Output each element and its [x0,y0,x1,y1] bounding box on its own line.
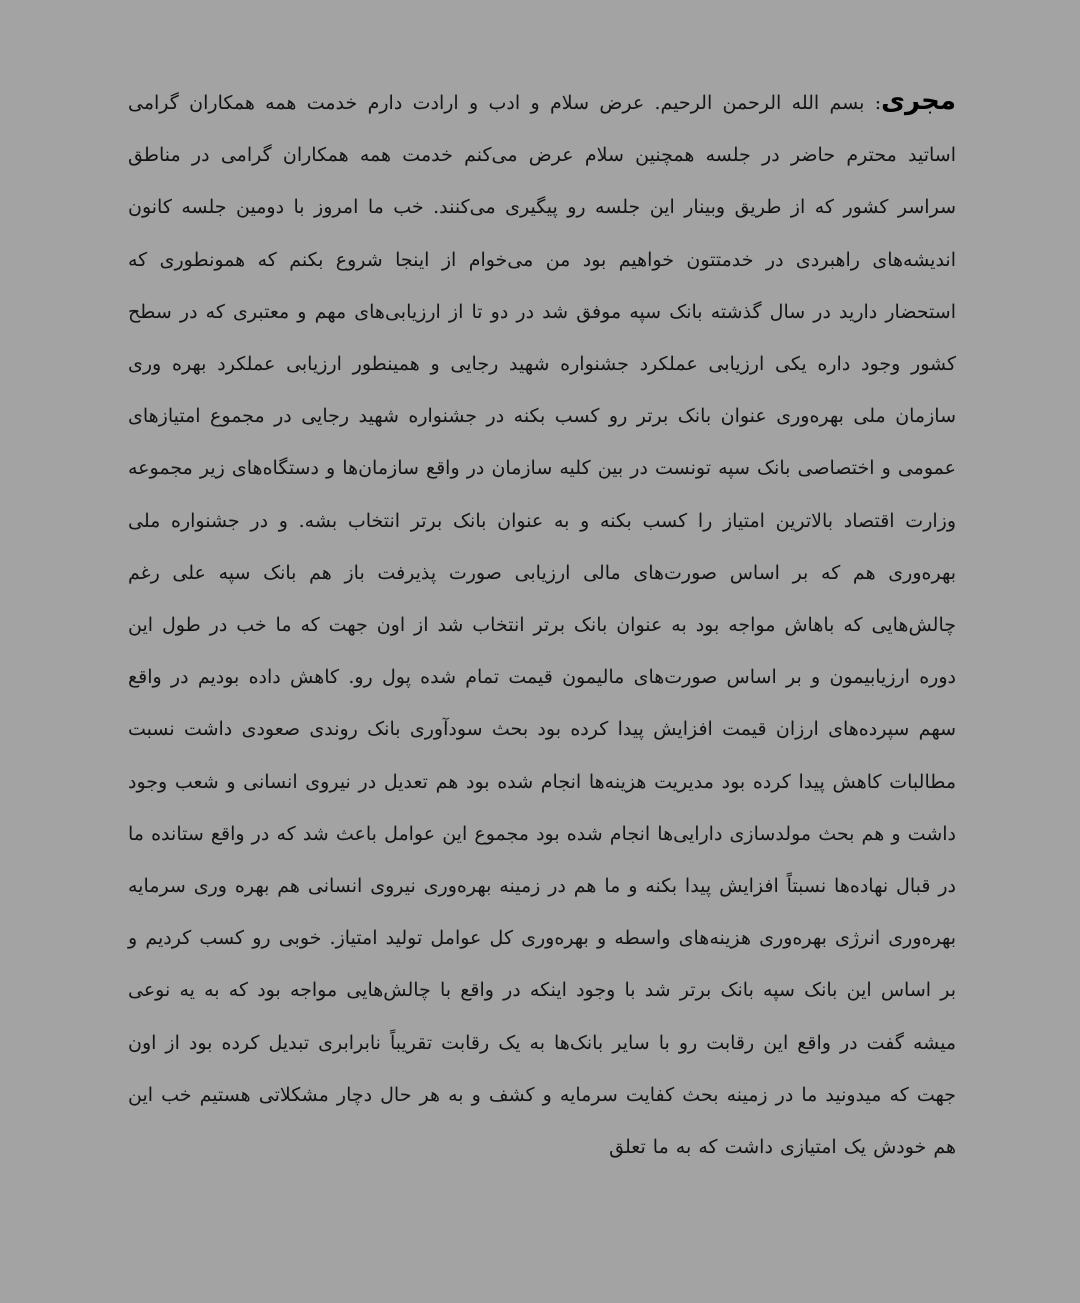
transcript-body: بسم الله الرحمن الرحیم. عرض سلام و ادب و ارادت دارم خدمت همه همکاران گرامی اساتید محترم حاضر در جلسه همچنین سلام عرض می‌کنم خدمت همه همکاران گرامی در مناطق سراسر کشور که از طریق وبینار این جلسه رو پیگیری می‌کنند. خب ما امروز با دومین جلسه کانون اندیشه‌های راهبردی در خدمتتون خواهیم بود من می‌خوام از اینجا شروع بکنم که همونطوری که استحضار دارید در سال گذشته بانک سپه موفق شد در دو تا از ارزیابی‌های مهم و معتبری که در سطح کشور وجود داره یکی ارزیابی عملکرد جشنواره شهید رجایی و همینطور ارزیابی عملکرد بهره وری سازمان ملی بهره‌وری عنوان بانک برتر رو کسب بکنه در جشنواره شهید رجایی در مجموع امتیازهای عمومی و اختصاصی بانک سپه تونست در بین کلیه سازمان در واقع سازمان‌ها و دستگاه‌های زیر مجموعه وزارت اقتصاد بالاترین امتیاز را کسب بکنه و به عنوان بانک برتر انتخاب بشه. و در جشنواره ملی بهره‌وری هم که بر اساس صورت‌های مالی ارزیابی صورت پذیرفت باز هم بانک سپه علی رغم چالش‌هایی که باهاش مواجه بود به عنوان بانک برتر انتخاب شد از اون جهت که ما خب در طول این دوره ارزیابیمون و بر اساس صورت‌های مالیمون قیمت تمام شده پول رو. کاهش داده بودیم در واقع سهم سپرده‌های ارزان قیمت افزایش پیدا کرده بود بحث سودآوری بانک روندی صعودی داشت نسبت مطالبات کاهش پیدا کرده بود مدیریت هزینه‌ها انجام شده بود هم تعدیل در نیروی انسانی و شعب وجود داشت و هم بحث مولدسازی دارایی‌ها انجام شده بود مجموع این عوامل باعث شد که در واقع ستانده ما در قبال نهاده‌ها نسبتاً افزایش پیدا بکنه و ما هم در زمینه بهره‌وری نیروی انسانی هم بهره وری سرمایه بهره‌وری انرژی بهره‌وری هزینه‌های واسطه و بهره‌وری کل عوامل تولید امتیاز. خوبی رو کسب کردیم و بر اساس این بانک سپه بانک برتر شد با وجود اینکه در واقع با چالش‌هایی مواجه بود که به یه نوعی میشه گفت در واقع این رقابت رو با سایر بانک‌ها به یک رقابت تقریباً نابرابری تبدیل کرده بود از اون جهت که میدونید ما در زمینه بحث کفایت سرمایه و کشف و به هر حال دچار مشکلاتی هستیم خب این هم خودش یک امتیازی داشت که به ما تعلق [128,92,957,1159]
speaker-label: مجری [881,86,956,116]
transcript-paragraph [128,75,956,1173]
speaker-separator: : [874,92,882,114]
